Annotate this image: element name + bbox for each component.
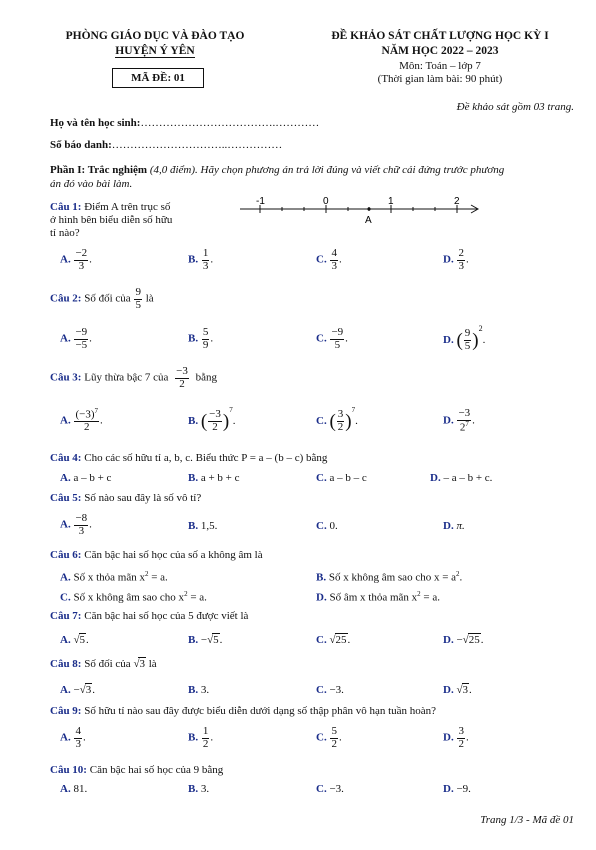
student-id-field[interactable]: Số báo danh:…………………………..……………	[50, 139, 283, 151]
tick-label-0: 0	[323, 196, 329, 207]
q7-option-c[interactable]: C. √25.	[316, 634, 351, 646]
q1-option-c[interactable]: C. $\frac{4}{3}$ .	[316, 247, 342, 272]
subject: Môn: Toán – lớp 7	[399, 60, 481, 72]
page-footer: Trang 1/3 - Mã đề 01	[480, 814, 574, 826]
q6-option-b[interactable]: B. Số x không âm sao cho $x = a^2$.	[316, 570, 463, 584]
point-a-label: A	[365, 215, 372, 226]
q1-option-b[interactable]: B. $\frac{1}{3}$ .	[188, 247, 214, 272]
q1-option-a[interactable]: A. $\frac{-2}{3}$ .	[60, 247, 92, 272]
q9-option-b[interactable]: B. $\frac{1}{2}$ .	[188, 725, 214, 750]
question-7: Câu 7: Căn bậc hai số học của 5 được viết là	[50, 610, 249, 622]
q3-option-b[interactable]: B. ( $\frac{-3}{2}$ )$^7$.	[188, 406, 236, 433]
q7-option-a[interactable]: A. √5.	[60, 634, 89, 646]
q10-option-c[interactable]: C. −3.	[316, 783, 344, 795]
district: HUYỆN Ý YÊN	[115, 45, 195, 57]
school-dept: PHÒNG GIÁO DỤC VÀ ĐÀO TẠO	[65, 30, 245, 42]
q8-option-b[interactable]: B. 3.	[188, 684, 210, 696]
q4-option-d[interactable]: D. – a – b + c.	[430, 472, 493, 484]
tick-label-1: 1	[388, 196, 394, 207]
q4-option-b[interactable]: B. a + b + c	[188, 472, 240, 484]
q9-option-d[interactable]: D. $\frac{3}{2}$ .	[443, 725, 469, 750]
number-line	[235, 194, 485, 230]
q5-option-d[interactable]: D. π.	[443, 520, 465, 532]
q2-option-d[interactable]: D. ( $\frac{9}{5}$ )$^2$.	[443, 324, 486, 352]
q10-option-a[interactable]: A. 81.	[60, 783, 88, 795]
q5-option-a[interactable]: A. $\frac{-8}{3}$ .	[60, 512, 92, 537]
question-6: Câu 6: Căn bậc hai số học của số a không âm là	[50, 549, 263, 561]
q7-option-d[interactable]: D. −√25.	[443, 634, 484, 646]
q3-option-a[interactable]: A. $\frac{(-3)^7}{2}$ .	[60, 407, 103, 434]
question-4: Câu 4: Cho các số hữu tỉ a, b, c. Biểu thức P = a – (b – c) bằng	[50, 452, 328, 464]
question-5: Câu 5: Số nào sau đây là số vô tỉ?	[50, 492, 202, 504]
tick-label-neg1: -1	[256, 196, 265, 207]
school-year: NĂM HỌC 2022 – 2023	[381, 45, 499, 57]
radical-icon: √	[207, 634, 214, 646]
q6-option-a[interactable]: A. Số x thỏa mãn $x^2 = a$.	[60, 570, 168, 584]
page-count-note: Đề khảo sát gồm 03 trang.	[456, 101, 574, 113]
radical-icon: √	[329, 634, 336, 646]
question-3: Câu 3: Lũy thừa bậc 7 của $\frac{-3}{2}$ bằng	[50, 365, 217, 390]
q5-option-b[interactable]: B. 1,5.	[188, 520, 218, 532]
tick-label-2: 2	[454, 196, 460, 207]
q6-option-d[interactable]: D. Số âm x thỏa mãn $x^2 = a$.	[316, 590, 440, 604]
q2-option-a[interactable]: A. $\frac{-9}{-5}$ .	[60, 326, 92, 351]
q1-option-d[interactable]: D. $\frac{2}{3}$ .	[443, 247, 469, 272]
radical-icon: √	[462, 634, 469, 646]
question-2: Câu 2: Số đối của $\frac{9}{5}$ là	[50, 286, 154, 311]
part1-heading: Phần I: Trắc nghiệm (4,0 điểm). Hãy chọn phương án trả lời đúng và viết chữ cái đứng trước phương án đó vào bài làm.	[50, 164, 505, 190]
q8-option-d[interactable]: D. √3.	[443, 684, 472, 696]
q2-option-b[interactable]: B. $\frac{5}{9}$ .	[188, 326, 214, 351]
question-10: Câu 10: Căn bậc hai số học của 9 bằng	[50, 764, 224, 776]
question-1: Câu 1: Điểm A trên trục số ở hình bên biểu diễn số hữu tỉ nào?	[50, 201, 173, 239]
radical-icon: √	[456, 684, 463, 696]
exam-title: ĐỀ KHẢO SÁT CHẤT LƯỢNG HỌC KỲ I	[331, 30, 549, 42]
q6-option-c[interactable]: C. Số x không âm sao cho $x^2 = a$.	[60, 590, 207, 604]
q9-option-a[interactable]: A. $\frac{4}{3}$ .	[60, 725, 86, 750]
radical-icon: √	[133, 658, 140, 670]
q2-option-c[interactable]: C. $\frac{-9}{5}$ .	[316, 326, 348, 351]
q10-option-d[interactable]: D. −9.	[443, 783, 471, 795]
q3-option-c[interactable]: C. ( $\frac{3}{2}$ )$^7$.	[316, 406, 358, 433]
student-name-field[interactable]: Họ và tên học sinh:……………………………….…………	[50, 117, 320, 129]
q5-option-c[interactable]: C. 0.	[316, 520, 338, 532]
q8-option-a[interactable]: A. −√3.	[60, 684, 95, 696]
q8-option-c[interactable]: C. −3.	[316, 684, 344, 696]
radical-icon: √	[73, 634, 80, 646]
q4-option-a[interactable]: A. a – b + c	[60, 472, 112, 484]
exam-time: (Thời gian làm bài: 90 phút)	[377, 73, 503, 85]
radical-icon: √	[79, 684, 86, 696]
q4-option-c[interactable]: C. a – b – c	[316, 472, 367, 484]
q7-option-b[interactable]: B. −√5.	[188, 634, 223, 646]
q9-option-c[interactable]: C. $\frac{5}{2}$ .	[316, 725, 342, 750]
question-8: Câu 8: Số đối của √3 là	[50, 658, 157, 670]
q10-option-b[interactable]: B. 3.	[188, 783, 210, 795]
point-a	[367, 207, 370, 210]
question-9: Câu 9: Số hữu tỉ nào sau đây được biểu diễn dưới dạng số thập phân vô hạn tuần hoàn?	[50, 705, 437, 717]
q3-option-d[interactable]: D. $\frac{-3}{2^7}$ .	[443, 407, 475, 434]
exam-code-box: MÃ ĐỀ: 01	[112, 68, 204, 88]
